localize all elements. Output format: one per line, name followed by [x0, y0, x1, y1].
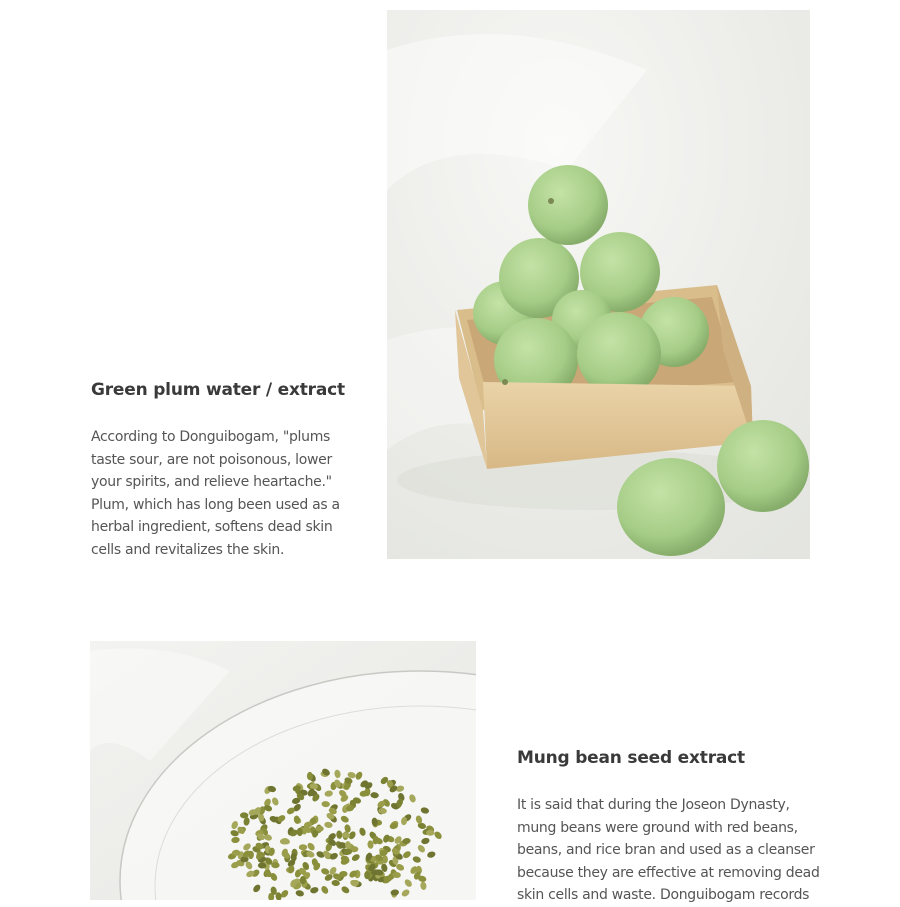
description-line: According to Donguibogam, "plums — [91, 429, 331, 445]
mung-bean — [299, 844, 307, 850]
description-line: herbal ingredient, softens dead skin — [91, 519, 333, 535]
plum-fruit — [717, 420, 809, 512]
description-line: taste sour, are not poisonous, lower — [91, 451, 332, 468]
description-line: your spirits, and relieve heartache." — [91, 474, 332, 490]
mung-bean — [426, 830, 434, 836]
plum-fruit — [577, 312, 661, 396]
section-title: Green plum water / extract — [91, 380, 345, 400]
description-line: Plum, which has long been used as a — [91, 496, 340, 513]
section-description — [91, 426, 340, 561]
mung-bean — [315, 826, 323, 832]
plum-fruit — [617, 458, 725, 556]
description-line: It is said that during the Joseon Dynasty, — [517, 797, 790, 813]
description-line: skin cells and waste. Donguibogam records — [517, 887, 810, 903]
description-line: beans, and rice bran and used as a cleanser — [517, 842, 815, 858]
description-line: because they are effective at removing dead — [517, 864, 820, 881]
green-plum-photo — [387, 10, 810, 559]
plum-fruit — [528, 165, 608, 245]
description-line: cells and revitalizes the skin. — [91, 541, 285, 558]
section-description — [517, 794, 820, 907]
description-line: mung beans were ground with red beans, — [517, 819, 798, 836]
mung-bean-photo — [90, 641, 476, 900]
section-title: Mung bean seed extract — [517, 748, 745, 768]
